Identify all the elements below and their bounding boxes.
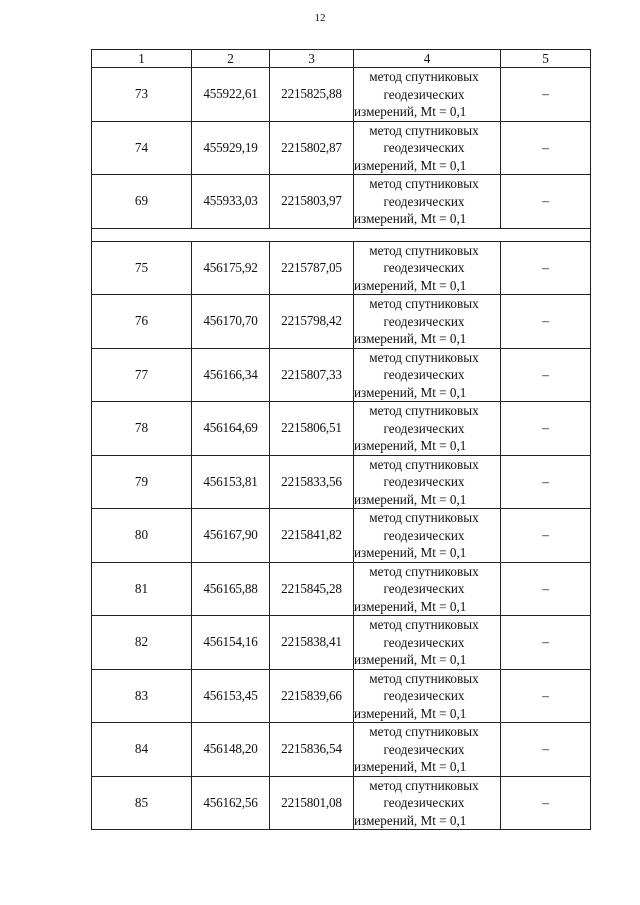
table-row (92, 121, 591, 175)
y-coordinate: 2215833,56 (270, 455, 354, 509)
table-row (92, 509, 591, 563)
method-text-line: измерений, Mt = 0,1 (354, 157, 467, 173)
y-coordinate: 2215841,82 (270, 509, 354, 563)
note-cell: – (501, 348, 591, 402)
method-text-line: геодезических (383, 86, 465, 102)
method-text-line: измерений, Mt = 0,1 (354, 598, 467, 614)
method-text-line: метод спутниковых (369, 456, 479, 472)
header-col-4: 4 (354, 50, 501, 68)
method-text-line: геодезических (383, 260, 465, 275)
method-text-line: измерений, Mt = 0,1 (354, 652, 467, 667)
table-row (92, 616, 591, 670)
header-col-1: 1 (92, 50, 192, 68)
method-text-line: геодезических (383, 367, 465, 382)
method-text-line: геодезических (383, 193, 465, 209)
method-text-line: измерений, Mt = 0,1 (354, 545, 467, 560)
method-text-line: измерений, Mt = 0,1 (354, 812, 467, 828)
point-number: 69 (92, 175, 192, 229)
method-text-line: измерений, Mt = 0,1 (354, 491, 467, 507)
table-header (92, 50, 591, 68)
x-coordinate: 456153,45 (192, 669, 270, 723)
y-coordinate: 2215798,42 (270, 295, 354, 349)
point-number: 79 (92, 455, 192, 509)
method-text-line: метод спутниковых (369, 777, 479, 793)
method-text-line: измерений, Mt = 0,1 (354, 759, 467, 774)
table-row (92, 455, 591, 509)
note-cell: – (501, 509, 591, 563)
y-coordinate: 2215801,08 (270, 776, 354, 830)
method-cell (354, 509, 501, 563)
method-text-line: измерений, Mt = 0,1 (354, 104, 467, 119)
method-cell (354, 175, 501, 229)
x-coordinate: 456175,92 (192, 241, 270, 295)
point-number: 76 (92, 295, 192, 349)
method-text-line: измерений, Mt = 0,1 (354, 211, 467, 226)
note-cell: – (501, 776, 591, 830)
method-text-line: геодезических (383, 313, 465, 329)
method-text-line: метод спутниковых (369, 670, 479, 686)
x-coordinate: 456167,90 (192, 509, 270, 563)
note-cell: – (501, 175, 591, 229)
note-cell: – (501, 616, 591, 670)
note-cell: – (501, 402, 591, 456)
method-cell (354, 669, 501, 723)
y-coordinate: 2215787,05 (270, 241, 354, 295)
method-text-line: геодезических (383, 741, 465, 757)
method-cell (354, 455, 501, 509)
note-cell: – (501, 68, 591, 122)
header-col-3: 3 (270, 50, 354, 68)
y-coordinate: 2215836,54 (270, 723, 354, 777)
y-coordinate: 2215839,66 (270, 669, 354, 723)
method-text-line: измерений, Mt = 0,1 (354, 438, 467, 453)
y-coordinate: 2215806,51 (270, 402, 354, 456)
method-text-line: метод спутниковых (369, 349, 479, 365)
method-text-line: метод спутниковых (369, 242, 479, 258)
x-coordinate: 456164,69 (192, 402, 270, 456)
method-text-line: метод спутниковых (369, 724, 479, 739)
method-text-line: измерений, Mt = 0,1 (354, 705, 467, 721)
header-row (92, 50, 591, 68)
header-col-5: 5 (501, 50, 591, 68)
x-coordinate: 455929,19 (192, 121, 270, 175)
method-cell (354, 295, 501, 349)
table-row (92, 562, 591, 616)
method-cell (354, 241, 501, 295)
table-body (92, 68, 591, 830)
table-row (92, 402, 591, 456)
method-cell (354, 348, 501, 402)
method-text-line: измерений, Mt = 0,1 (354, 384, 467, 400)
method-text-line: метод спутниковых (369, 176, 479, 191)
table-row (92, 669, 591, 723)
x-coordinate: 456166,34 (192, 348, 270, 402)
note-cell: – (501, 723, 591, 777)
method-text-line: метод спутниковых (369, 69, 479, 84)
method-text-line: геодезических (383, 581, 465, 596)
x-coordinate: 455922,61 (192, 68, 270, 122)
y-coordinate: 2215845,28 (270, 562, 354, 616)
point-number: 80 (92, 509, 192, 563)
point-number: 81 (92, 562, 192, 616)
method-cell (354, 68, 501, 122)
method-cell (354, 402, 501, 456)
y-coordinate: 2215807,33 (270, 348, 354, 402)
method-text-line: метод спутниковых (369, 563, 479, 579)
table-row (92, 348, 591, 402)
method-text-line: метод спутниковых (369, 617, 479, 632)
table-gap-row (92, 228, 591, 241)
note-cell: – (501, 241, 591, 295)
point-number: 83 (92, 669, 192, 723)
x-coordinate: 456162,56 (192, 776, 270, 830)
method-text-line: геодезических (383, 140, 465, 155)
note-cell: – (501, 295, 591, 349)
table-row (92, 723, 591, 777)
method-text-line: метод спутниковых (369, 296, 479, 311)
x-coordinate: 456165,88 (192, 562, 270, 616)
method-cell (354, 776, 501, 830)
method-text-line: геодезических (383, 795, 465, 810)
method-cell (354, 121, 501, 175)
note-cell: – (501, 455, 591, 509)
table-row (92, 175, 591, 229)
method-text-line: измерений, Mt = 0,1 (354, 277, 467, 293)
point-number: 85 (92, 776, 192, 830)
note-cell: – (501, 562, 591, 616)
method-text-line: геодезических (383, 688, 465, 703)
y-coordinate: 2215838,41 (270, 616, 354, 670)
page-number: 12 (314, 12, 326, 24)
x-coordinate: 456148,20 (192, 723, 270, 777)
method-text-line: геодезических (383, 420, 465, 436)
point-number: 82 (92, 616, 192, 670)
table-gap-cell (92, 228, 591, 241)
method-cell (354, 616, 501, 670)
point-number: 75 (92, 241, 192, 295)
point-number: 78 (92, 402, 192, 456)
method-text-line: геодезических (383, 634, 465, 650)
method-text-line: геодезических (383, 474, 465, 489)
method-text-line: измерений, Mt = 0,1 (354, 331, 467, 346)
table-row (92, 68, 591, 122)
method-text-line: геодезических (383, 527, 465, 543)
table-row (92, 776, 591, 830)
y-coordinate: 2215825,88 (270, 68, 354, 122)
method-cell (354, 723, 501, 777)
x-coordinate: 456170,70 (192, 295, 270, 349)
y-coordinate: 2215803,97 (270, 175, 354, 229)
point-number: 77 (92, 348, 192, 402)
method-cell (354, 562, 501, 616)
y-coordinate: 2215802,87 (270, 121, 354, 175)
point-number: 84 (92, 723, 192, 777)
note-cell: – (501, 121, 591, 175)
coordinates-table (91, 49, 591, 830)
header-col-2: 2 (192, 50, 270, 68)
x-coordinate: 456153,81 (192, 455, 270, 509)
note-cell: – (501, 669, 591, 723)
table-row (92, 241, 591, 295)
method-text-line: метод спутниковых (369, 122, 479, 138)
method-text-line: метод спутниковых (369, 510, 479, 525)
point-number: 73 (92, 68, 192, 122)
x-coordinate: 456154,16 (192, 616, 270, 670)
x-coordinate: 455933,03 (192, 175, 270, 229)
method-text-line: метод спутниковых (369, 403, 479, 418)
point-number: 74 (92, 121, 192, 175)
table-row (92, 295, 591, 349)
